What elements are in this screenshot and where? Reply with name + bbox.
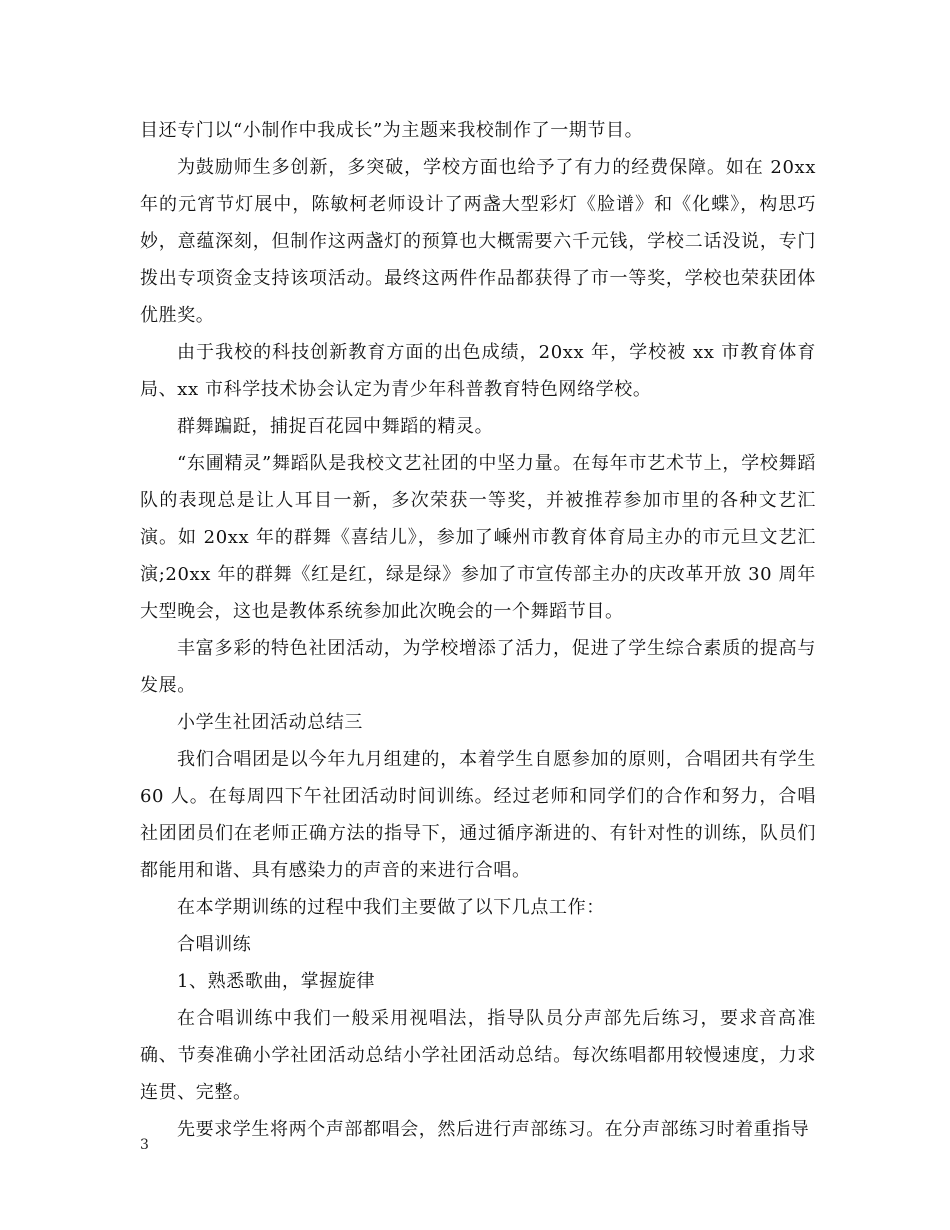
subheading-choir-training: 合唱训练 — [177, 934, 252, 955]
paragraph-2: 为鼓励师生多创新，多突破，学校方面也给予了有力的经费保障。如在 20xx 年的元宵节灯展中，陈敏柯老师设计了两盏大型彩灯《脸谱》和《化蝶》，构思巧妙，意蕴深刻，但制作这两盏灯的预算也大概需要六千元钱，学校二话没说，专门拨出专项资金支持该项活动。最终这两件作品都获得了市一等奖，学校也荣获团体优胜奖。 — [140, 157, 816, 326]
paragraph-9: 在合唱训练中我们一般采用视唱法，指导队员分声部先后练习，要求音高准确、节奏准确小学社团活动总结小学社团活动总结。每次练唱都用较慢速度，力求连贯、完整。 — [140, 1008, 816, 1103]
list-item-1: 1、熟悉歌曲，掌握旋律 — [177, 971, 376, 992]
paragraph-5: “东圃精灵”舞蹈队是我校文艺社团的中坚力量。在每年市艺术节上，学校舞蹈队的表现总是让人耳目一新，多次荣获一等奖，并被推荐参加市里的各种文艺汇演。如 20xx 年的群舞《喜结儿》，参加了嵊州市教育体育局主办的市元旦文艺汇演;20xx 年的群舞《红是红，绿是绿》参加了市宣传部主办的庆改革开放 30 周年大型晚会，这也是教体系统参加此次晚会的一个舞蹈节目。 — [140, 453, 816, 622]
document-body — [140, 112, 816, 1148]
paragraph-1: 目还专门以“小制作中我成长”为主题来我校制作了一期节目。 — [140, 120, 644, 141]
section-heading: 小学生社团活动总结三 — [177, 712, 363, 733]
paragraph-10: 先要求学生将两个声部都唱会，然后进行声部练习。在分声部练习时着重指导 — [177, 1119, 810, 1140]
paragraph-8: 在本学期训练的过程中我们主要做了以下几点工作： — [177, 897, 605, 918]
paragraph-3: 由于我校的科技创新教育方面的出色成绩，20xx 年，学校被 xx 市教育体育局、xx 市科学技术协会认定为青少年科普教育特色网络学校。 — [140, 342, 816, 400]
paragraph-6: 丰富多彩的特色社团活动，为学校增添了活力，促进了学生综合素质的提高与发展。 — [140, 638, 816, 696]
paragraph-7: 我们合唱团是以今年九月组建的，本着学生自愿参加的原则，合唱团共有学生 60 人。在每周四下午社团活动时间训练。经过老师和同学们的合作和努力，合唱社团团员们在老师正确方法的指导下，通过循序渐进的、有针对性的训练，队员们都能用和谐、具有感染力的声音的来进行合唱。 — [140, 749, 816, 881]
page-number: 3 — [140, 1137, 149, 1153]
paragraph-4: 群舞蹁跹，捕捉百花园中舞蹈的精灵。 — [177, 416, 494, 437]
